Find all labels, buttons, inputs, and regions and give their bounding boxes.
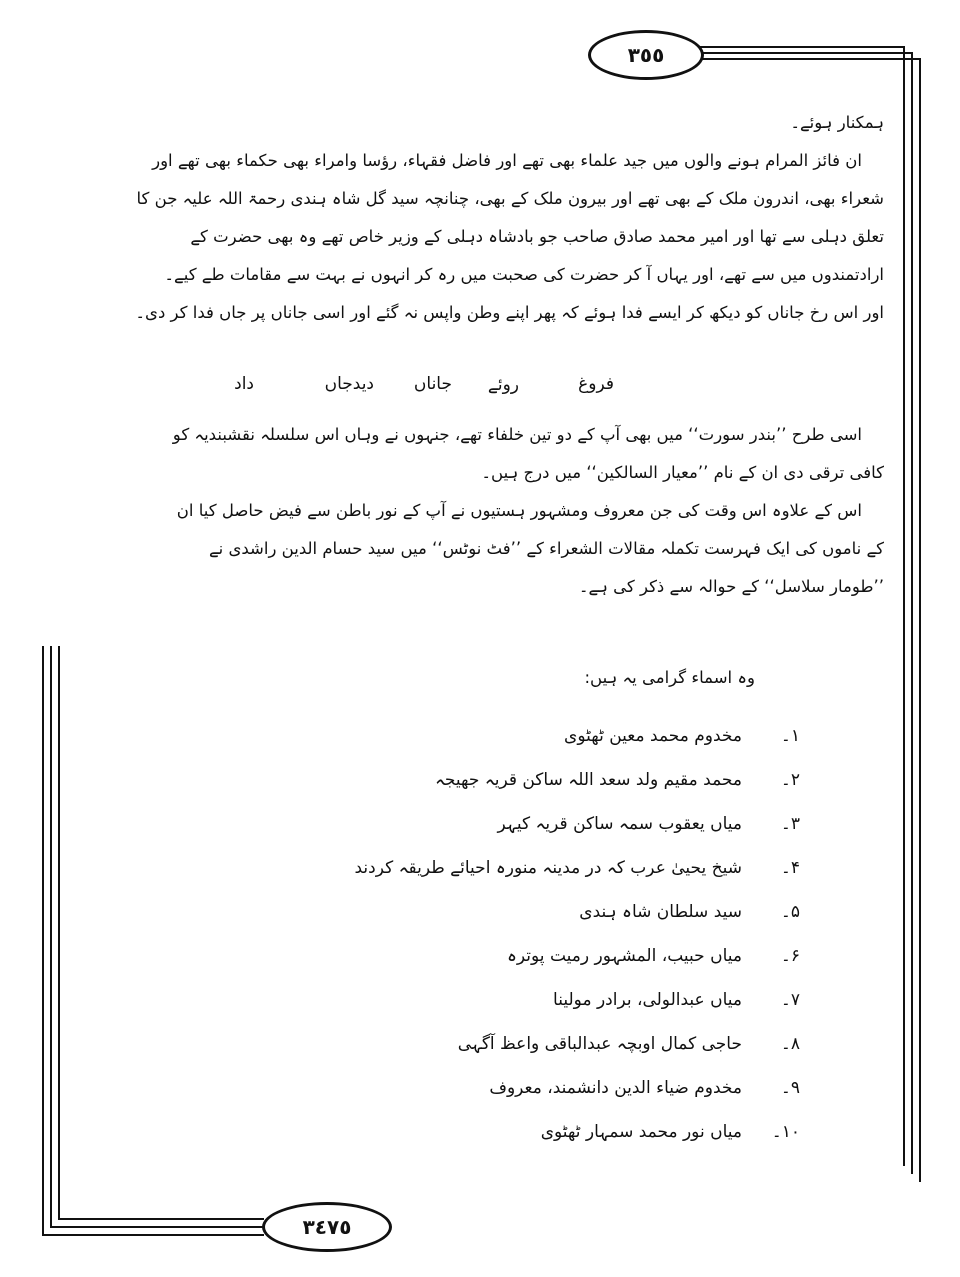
couplet-word: دیدجاں [324, 374, 374, 394]
list-item [579, 892, 800, 932]
text-line: کے ناموں کی ایک فہرست تکملہ مقالات الشعراء کے ’’فٹ نوٹس‘‘ میں سید حسام الدین راشدی نے [208, 539, 884, 558]
left-border-rule [58, 646, 60, 1220]
text-line: ’’طومار سلاسل‘‘ کے حوالہ سے ذکر کی ہے۔ [578, 577, 884, 596]
list-item-text: مخدوم محمد معین ٹھٹوی [564, 726, 742, 746]
couplet [150, 374, 884, 414]
list-item-number: ۳۔ [780, 814, 800, 834]
left-border-rule [50, 646, 52, 1228]
list-item [507, 936, 800, 976]
list-item-number: ۶۔ [780, 946, 800, 966]
couplet-word: داد [234, 374, 254, 394]
text-line: ارادتمندوں میں سے تھے، اور یہاں آ کر حضرت کی صحبت میں رہ کر انہوں نے بہت سے مقامات طے کیے۔ [164, 265, 884, 284]
couplet-word: جاناں [413, 374, 452, 394]
top-border-rule [700, 46, 905, 48]
body-text-upper [118, 104, 884, 332]
right-border-rule [903, 46, 905, 1166]
body-text-lower [118, 416, 884, 606]
text-line: تعلق دہلی سے تھا اور امیر محمد صادق صاحب جو بادشاہ دہلی کے وزیر خاص تھے وہ بھی حضرت کے [190, 227, 884, 246]
bottom-border-rule [58, 1218, 264, 1220]
text-line: ان فائز المرام ہونے والوں میں جید علماء بھی تھے اور فاضل فقہاء، رؤسا وامراء بھی حکماء بھی تھے اور [152, 151, 862, 170]
couplet-word: فروغ [578, 374, 614, 394]
list-item [435, 760, 800, 800]
list-item [564, 716, 800, 756]
page-number-bottom: ٣٤٧٥ [262, 1202, 392, 1252]
list-item-text: شیخ یحییٰ عرب کہ در مدینہ منورہ احیائے طریقہ کردند [354, 858, 742, 878]
top-border-rule [700, 58, 921, 60]
top-border-rule [700, 52, 913, 54]
text-line: کافی ترقی دی ان کے نام ’’معیار السالکین‘‘ میں درج ہیں۔ [481, 463, 884, 482]
list-item-number: ۷۔ [780, 990, 800, 1010]
list-heading: وہ اسماء گرامی یہ ہیں: [584, 668, 755, 687]
list-item [553, 980, 800, 1020]
list-item-text: محمد مقیم ولد سعد اللہ ساکن قریہ جھیجہ [434, 770, 742, 790]
list-item [458, 1024, 800, 1064]
text-line: ہمکنار ہوئے۔ [790, 113, 884, 132]
list-item-text: میاں نور محمد سمہار ٹھٹوی [540, 1122, 742, 1142]
right-border-rule [911, 52, 913, 1174]
list-item-number: ۴۔ [780, 858, 800, 878]
list-item [354, 848, 800, 888]
list-item-text: میاں حبیب، المشہور رمیت پوترہ [506, 946, 742, 966]
text-line: اسی طرح ’’بندر سورت‘‘ میں بھی آپ کے دو تین خلفاء تھے، جنہوں نے وہاں اس سلسلہ نقشبندیہ کو [172, 425, 862, 444]
text-line: اور اس رخ جاناں کو دیکھ کر ایسے فدا ہوئے کہ پھر اپنے وطن واپس نہ گئے اور اسی جاناں پر جاں فدا کر دی۔ [135, 303, 884, 322]
list-item [498, 804, 801, 844]
list-item [541, 1112, 800, 1152]
list-item-number: ۵۔ [780, 902, 800, 922]
left-border-rule [42, 646, 44, 1236]
page-number-top: ٣٥٥ [588, 30, 704, 80]
bottom-border-rule [50, 1226, 264, 1228]
list-item-number: ۲۔ [780, 770, 800, 790]
list-item-text: مخدوم ضیاء الدین دانشمند، معروف [489, 1078, 742, 1098]
list-item-number: ۱۔ [780, 726, 800, 746]
list-item-text: میاں عبدالولی، برادر مولینا [553, 990, 742, 1010]
list-item-number: ۱۰۔ [771, 1122, 800, 1142]
list-item-text: حاجی کمال اوبچہ عبدالباقی واعظ آگہی [457, 1034, 742, 1054]
list-item [489, 1068, 800, 1108]
right-border-rule [919, 58, 921, 1182]
text-line: اس کے علاوہ اس وقت کی جن معروف ومشہور ہستیوں نے آپ کے نور باطن سے فیض حاصل کیا ان [176, 501, 862, 520]
list-item-number: ۹۔ [780, 1078, 800, 1098]
list-item-text: سید سلطان شاہ ہندی [579, 902, 742, 922]
list-item-number: ۸۔ [780, 1034, 800, 1054]
text-line: شعراء بھی، اندرون ملک کے بھی تھے اور بیرون ملک کے بھی، چنانچہ سید گل شاہ ہندی رحمۃ اللہ علیہ جن کا [136, 189, 884, 208]
bottom-border-rule [42, 1234, 264, 1236]
couplet-word: روئے [487, 375, 519, 395]
list-item-text: میاں یعقوب سمہ ساکن قریہ کیہر [497, 814, 742, 834]
